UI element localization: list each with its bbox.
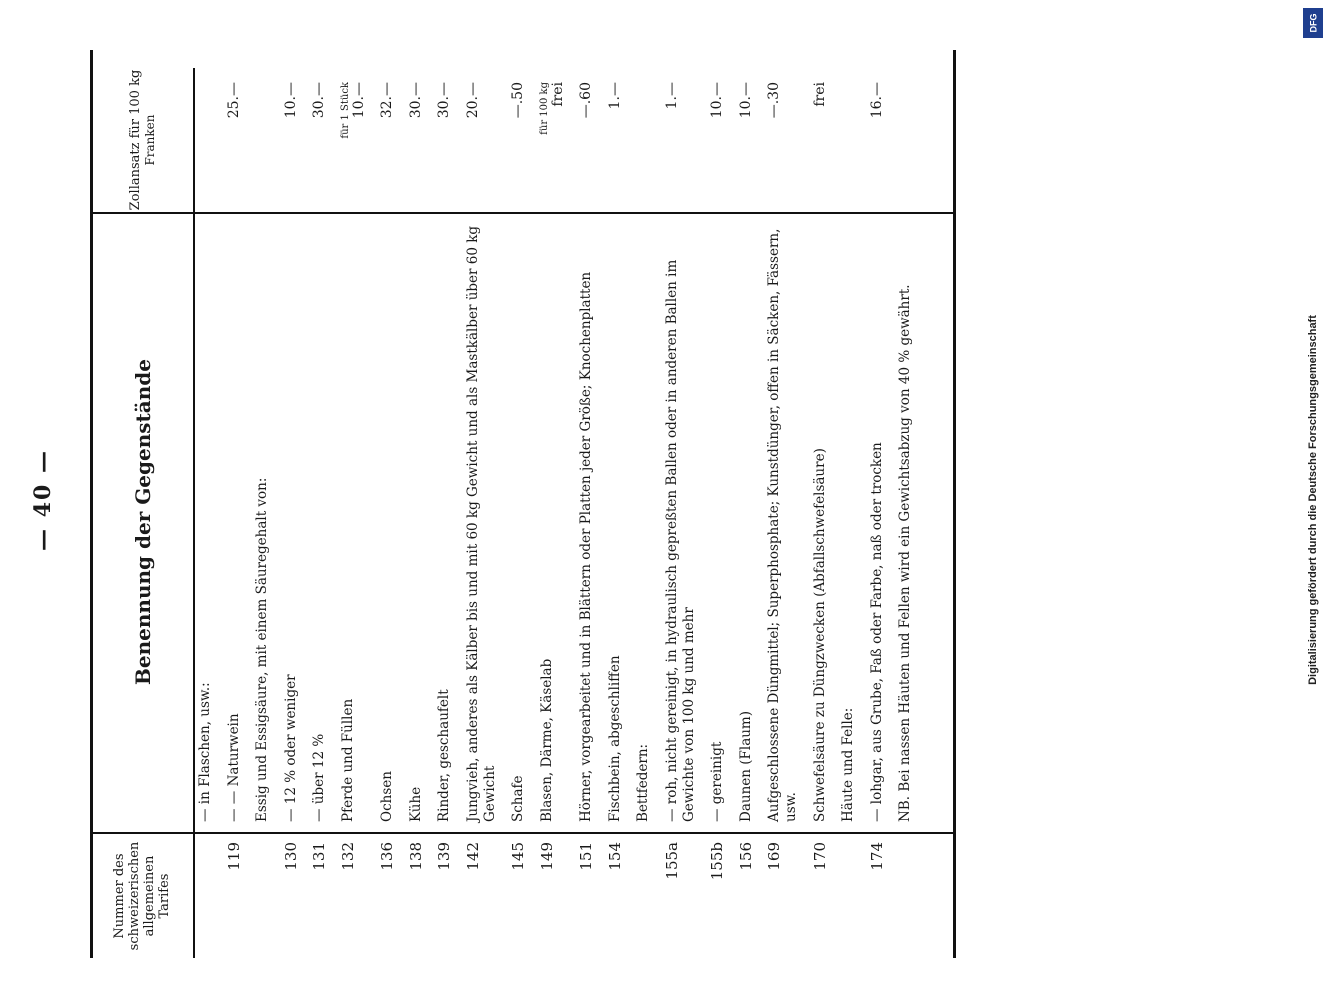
- table-row: [408, 70, 425, 958]
- tariff-number: 149: [537, 842, 556, 871]
- item-description: Ochsen: [379, 771, 395, 822]
- rate-value: 30.—: [407, 82, 424, 119]
- tariff-number: 145: [509, 842, 527, 871]
- item-description: Schafe: [510, 775, 526, 822]
- duty-rate: [607, 78, 624, 222]
- table-row: [539, 70, 567, 958]
- item-description: Essig und Essigsäure, mit einem Säuregehalt von:: [254, 477, 270, 822]
- table-row: [465, 70, 499, 958]
- duty-rate: [254, 78, 271, 222]
- table-row: [578, 70, 595, 958]
- item-description: Rinder, geschaufelt: [436, 689, 452, 822]
- tariff-number: [840, 834, 857, 958]
- rate-value: 1.—: [606, 82, 623, 110]
- duty-rate: [812, 78, 829, 222]
- table-row: [869, 70, 886, 958]
- tariff-number: [254, 834, 271, 958]
- tariff-number: [635, 834, 652, 958]
- dfg-logo: [1303, 8, 1323, 38]
- item-description: — 12 % oder weniger: [282, 674, 299, 822]
- table-row: [738, 70, 755, 958]
- table-row: [254, 70, 271, 958]
- table-row: [664, 70, 698, 958]
- tariff-number: 155b: [708, 842, 726, 881]
- tariff-number: 151: [577, 842, 595, 871]
- table-row: [897, 70, 914, 958]
- header-number: Nummer des schweizerischen allgemeinen Tarifes: [93, 834, 195, 958]
- table-row: [812, 70, 829, 958]
- tariff-table: [90, 50, 956, 958]
- item-description: Kühe: [407, 786, 424, 822]
- item-description: Häute und Felle:: [840, 707, 856, 822]
- page-number: — 40 —: [30, 449, 56, 551]
- tariff-number: 139: [435, 842, 453, 871]
- table-row: [635, 70, 652, 958]
- table-row: [766, 70, 800, 958]
- item-description: Aufgeschlossene Düngmittel; Superphosphate; Kunstdünger, offen in Säcken, Fässern, usw.: [766, 224, 799, 822]
- tariff-number: 132: [338, 842, 357, 871]
- duty-rate: [897, 78, 914, 222]
- table-row: [840, 70, 857, 958]
- item-description: — roh, nicht gereinigt, in hydraulisch gepreßten Ballen oder in anderen Ballen im Gewichte von 100 kg und mehr: [663, 255, 697, 822]
- rate-note: für 1 Stück: [339, 82, 351, 139]
- table-row: [510, 70, 527, 958]
- duty-rate: [578, 78, 595, 222]
- rate-value: frei: [811, 82, 828, 107]
- duty-rate: [539, 78, 567, 222]
- tariff-number: 169: [765, 842, 783, 871]
- item-description: Schwefelsäure zu Düngzwecken (Abfallschwefelsäure): [811, 448, 828, 822]
- rate-value: 10.—: [709, 82, 725, 119]
- duty-rate: [283, 78, 300, 222]
- tariff-number: [897, 834, 914, 958]
- rate-value: 25.—: [225, 82, 242, 119]
- rate-value: —.30: [766, 82, 782, 119]
- table-row: [311, 70, 328, 958]
- item-description: — — Naturwein: [225, 713, 242, 822]
- tariff-number: 170: [810, 842, 829, 871]
- tariff-number: [197, 834, 214, 958]
- rate-value: 32.—: [379, 82, 395, 119]
- tariff-number: 136: [378, 842, 396, 871]
- rate-value: frei: [549, 82, 566, 107]
- table-row: [607, 70, 624, 958]
- duty-rate: [226, 78, 243, 222]
- dfg-logo-text: DFG: [1308, 13, 1318, 33]
- tariff-number: 156: [736, 842, 755, 871]
- duty-rate: [635, 78, 652, 222]
- header-description: Benennung der Gegenstände: [93, 212, 195, 834]
- digitization-note-text: Digitalisierung gefördert durch die Deutsche Forschungsgemeinschaft: [1307, 315, 1319, 685]
- duty-rate: [840, 78, 857, 222]
- item-description: Bettfedern:: [635, 743, 651, 822]
- duty-rate: [465, 78, 499, 222]
- tariff-number: 155a: [662, 842, 681, 880]
- table-row: [436, 70, 453, 958]
- tariff-number: 131: [310, 842, 328, 871]
- rotated-page: [30, 50, 1220, 951]
- rate-value: —.60: [578, 82, 594, 119]
- duty-rate: [379, 78, 396, 222]
- duty-rate: [340, 78, 368, 222]
- item-description: — über 12 %: [311, 733, 327, 822]
- header-rate-title: Zollansatz für 100 kg: [127, 69, 143, 211]
- table-row: [709, 70, 726, 958]
- rate-value: 20.—: [464, 82, 481, 119]
- table-row: [226, 70, 243, 958]
- item-description: Pferde und Füllen: [339, 698, 356, 822]
- rate-value: 10.—: [350, 82, 367, 119]
- item-description: Daunen (Flaum): [737, 711, 754, 822]
- table-row: [283, 70, 300, 958]
- tariff-number: 154: [605, 842, 624, 871]
- table-body: [197, 70, 926, 958]
- item-description: Blasen, Därme, Käselab: [538, 658, 555, 822]
- rate-value: 30.—: [436, 82, 452, 119]
- rate-value: 10.—: [282, 82, 299, 119]
- rate-value: 30.—: [311, 82, 327, 119]
- item-description: — lohgar, aus Grube, Faß oder Farbe, naß oder trocken: [868, 442, 885, 822]
- tariff-number: 138: [406, 842, 425, 871]
- tariff-number: 142: [463, 842, 482, 871]
- header-rate: [93, 68, 195, 214]
- rate-value: 1.—: [663, 82, 680, 110]
- duty-rate: [510, 78, 527, 222]
- header-rate-unit: Franken: [142, 114, 157, 166]
- table-row: [340, 70, 368, 958]
- duty-rate: [197, 78, 214, 222]
- rate-value: 16.—: [868, 82, 885, 119]
- duty-rate: [869, 78, 886, 222]
- item-description: NB. Bei nassen Häuten und Fellen wird ein Gewichtsabzug von 40 % gewährt.: [897, 284, 913, 822]
- rate-note: für 100 kg: [538, 82, 550, 135]
- duty-rate: [766, 78, 800, 222]
- tariff-number: 119: [224, 842, 243, 871]
- item-description: Fischbein, abgeschliffen: [606, 655, 623, 822]
- item-description: Jungvieh, anderes als Kälber bis und mit 60 kg Gewicht und als Mastkälber über 60 kg Gewicht: [464, 221, 498, 822]
- duty-rate: [709, 78, 726, 222]
- item-description: — gereinigt: [709, 741, 725, 822]
- duty-rate: [436, 78, 453, 222]
- rate-value: —.50: [510, 82, 526, 119]
- table-row: [197, 70, 214, 958]
- duty-rate: [738, 78, 755, 222]
- rate-value: 10.—: [737, 82, 754, 119]
- tariff-number: 174: [867, 842, 886, 871]
- tariff-number: 130: [281, 842, 300, 871]
- duty-rate: [664, 78, 698, 222]
- duty-rate: [408, 78, 425, 222]
- table-row: [379, 70, 396, 958]
- item-description: — in Flaschen, usw.:: [197, 682, 213, 822]
- item-description: Hörner, vorgearbeitet und in Blättern oder Platten jeder Größe; Knochenplatten: [578, 271, 594, 822]
- duty-rate: [311, 78, 328, 222]
- digitization-note: [1303, 10, 1323, 990]
